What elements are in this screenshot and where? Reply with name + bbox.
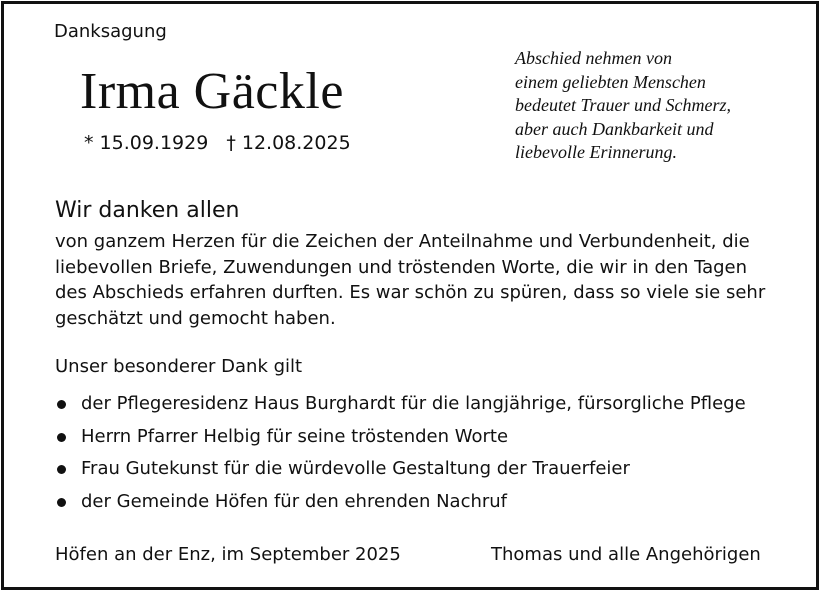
- bullet-icon: [57, 498, 66, 507]
- life-dates: [84, 132, 351, 154]
- thanks-list: [55, 390, 746, 520]
- list-item: [55, 423, 746, 456]
- paragraph-line: liebevollen Briefe, Zuwendungen und tröstenden Worte, die wir in den Tagen: [55, 256, 748, 278]
- list-item: [55, 488, 746, 521]
- notice-heading: Danksagung: [54, 21, 167, 42]
- birth-date: * 15.09.1929: [84, 132, 209, 154]
- list-item-text: Frau Gutekunst für die würdevolle Gestaltung der Trauerfeier: [81, 458, 630, 479]
- special-thanks-intro: Unser besonderer Dank gilt: [55, 356, 303, 377]
- memorial-quote: [515, 47, 775, 165]
- paragraph-line: von ganzem Herzen für die Zeichen der Anteilnahme und Verbundenheit, die: [55, 231, 750, 252]
- thanks-paragraph: [55, 229, 775, 331]
- signature: Thomas und alle Angehörigen: [491, 544, 761, 565]
- list-item: [55, 455, 746, 488]
- quote-line: liebevolle Erinnerung.: [515, 142, 677, 163]
- list-item-text: der Pflegeresidenz Haus Burghardt für die langjährige, fürsorgliche Pflege: [81, 393, 746, 414]
- quote-line: aber auch Dankbarkeit und: [515, 118, 714, 139]
- quote-line: einem geliebten Menschen: [515, 71, 706, 92]
- bullet-icon: [57, 400, 66, 409]
- bullet-icon: [57, 465, 66, 474]
- deceased-name: Irma Gäckle: [80, 63, 344, 120]
- bullet-icon: [57, 433, 66, 442]
- place-and-date: Höfen an der Enz, im September 2025: [55, 544, 401, 565]
- list-item-text: der Gemeinde Höfen für den ehrenden Nachruf: [81, 490, 508, 512]
- death-date: † 12.08.2025: [226, 132, 351, 154]
- thanks-title: Wir danken allen: [55, 198, 240, 223]
- list-item-text: Herrn Pfarrer Helbig für seine tröstenden Worte: [81, 425, 509, 447]
- list-item: [55, 390, 746, 423]
- quote-line: Abschied nehmen von: [515, 48, 672, 68]
- paragraph-line: geschätzt und gemocht haben.: [55, 307, 336, 329]
- paragraph-line: des Abschieds erfahren durften. Es war schön zu spüren, dass so viele sie sehr: [55, 282, 766, 303]
- quote-line: bedeutet Trauer und Schmerz,: [515, 95, 731, 116]
